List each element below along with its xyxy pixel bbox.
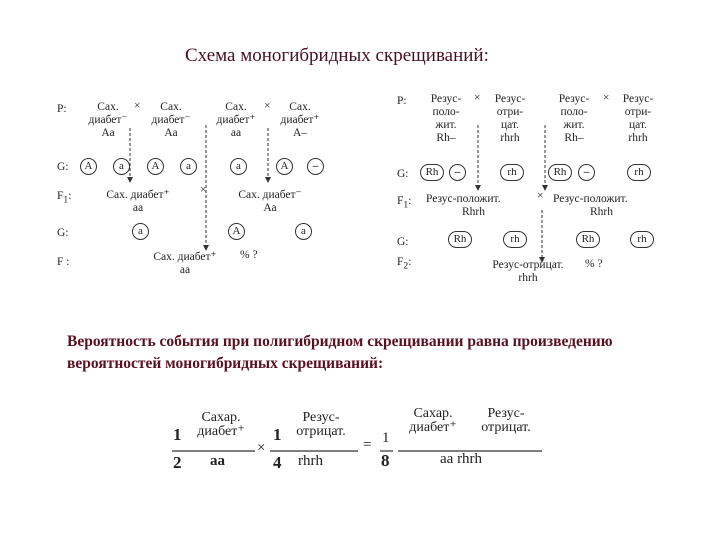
left-f1-offspring-1 [93, 189, 183, 215]
left-parent-4 [274, 101, 326, 140]
right-gamete-6: rh [627, 164, 651, 181]
formula-result-phenotype-1 [398, 407, 468, 435]
right-parent-1-line1: Резус- [430, 93, 462, 105]
right-f2-letter: F [397, 256, 404, 268]
left-f-offspring [140, 251, 230, 277]
right-parent-4 [612, 93, 664, 145]
left-gamete-3: А [147, 158, 164, 175]
left-gamete-1: А [80, 158, 97, 175]
left-gamete-f1-3: а [295, 223, 312, 240]
formula-term1-numerator: 1 [173, 425, 182, 444]
left-parent-3 [210, 101, 262, 140]
right-parent-2-line3: цат. [501, 119, 519, 131]
right-parent-1-genotype: Rh– [436, 132, 456, 144]
left-f1-sub: 1 [63, 194, 69, 206]
formula-result-line4: отрицат. [481, 420, 531, 435]
right-cross-1: × [474, 92, 481, 104]
formula-term1-line1: Сахар. [201, 410, 241, 425]
right-f1-letter: F [397, 195, 404, 207]
right-parent-1 [420, 93, 472, 145]
formula-term1-genotype: аа [210, 453, 225, 469]
formula-term2-genotype: rhrh [298, 453, 323, 469]
left-parent-3-line1: Сах. [225, 101, 247, 113]
right-parent-4-line1: Резус- [622, 93, 654, 105]
left-cross-3: × [200, 184, 207, 196]
formula-term2-line2: отрицат. [296, 424, 346, 439]
right-f1-offspring-2-phenotype: Резус-положит. [553, 193, 628, 205]
left-gamete-5: а [230, 158, 247, 175]
right-f1-offspring-1-phenotype: Резус-положит. [426, 193, 501, 205]
right-gamete-5: – [578, 164, 595, 181]
right-parent-3-line2: поло- [560, 106, 588, 118]
right-parent-1-line3: жит. [435, 119, 457, 131]
formula-term2-phenotype [285, 411, 357, 439]
left-parent-3-genotype: аа [230, 127, 242, 139]
right-parent-2 [484, 93, 536, 145]
right-f1-sub: 1 [403, 199, 409, 211]
right-parent-3-line3: жит. [563, 119, 585, 131]
left-gamete-f1-2: А [228, 223, 245, 240]
right-cross-2: × [603, 92, 610, 104]
left-g-label: G: [57, 161, 69, 173]
formula-result-line1: Сахар. [413, 406, 453, 421]
formula-times: × [257, 440, 266, 456]
left-gamete-f1-1: а [132, 223, 149, 240]
formula-equals: = [363, 437, 372, 453]
left-f1-offspring-2-phenotype: Сах. диабет⁻ [238, 189, 302, 201]
left-f1-letter: F [57, 190, 64, 202]
right-f2-colon: : [408, 256, 412, 268]
left-gamete-7: – [307, 158, 324, 175]
left-f1-offspring-1-phenotype: Сах. диабет⁺ [106, 189, 170, 201]
left-gamete-4: а [180, 158, 197, 175]
left-f-offspring-phenotype: Сах. диабет⁺ [153, 251, 217, 263]
right-g2-label: G: [397, 236, 409, 248]
right-p-label: P: [397, 95, 407, 107]
left-parent-3-line2: диабет⁺ [216, 114, 256, 126]
right-gamete-f1-1: Rh [448, 231, 472, 248]
left-g2-label: G: [57, 227, 69, 239]
right-gamete-f1-3: Rh [576, 231, 600, 248]
right-f2-label [397, 256, 411, 272]
right-parent-3 [548, 93, 600, 145]
right-gamete-3: rh [500, 164, 524, 181]
right-parent-4-line3: цат. [629, 119, 647, 131]
right-parent-2-line1: Резус- [494, 93, 526, 105]
left-f1-offspring-1-genotype: аа [132, 202, 144, 214]
right-f2-sub: 2 [403, 260, 409, 272]
right-gamete-f1-2: rh [503, 231, 527, 248]
formula-term1-phenotype [186, 411, 256, 439]
left-cross-2: × [264, 100, 271, 112]
right-parent-3-genotype: Rh– [564, 132, 584, 144]
right-gamete-2: – [449, 164, 466, 181]
formula-result-phenotype-2 [470, 407, 542, 435]
right-parent-2-genotype: rhrh [500, 132, 520, 144]
formula-result-line2: диабет⁺ [409, 420, 457, 435]
right-gamete-1: Rh [420, 164, 444, 181]
formula-result-line3: Резус- [487, 406, 525, 421]
right-parent-2-line2: отри- [496, 106, 524, 118]
right-gamete-4: Rh [548, 164, 572, 181]
left-parent-2-genotype: Аа [164, 127, 178, 139]
probability-statement: Вероятность события при полигибридном скрещивании равна произведению вероятностей моногибридных скрещиваний: [67, 333, 613, 372]
left-f-offspring-genotype: аа [179, 264, 191, 276]
left-f1-offspring-2-genotype: Аа [263, 202, 277, 214]
left-cross-1: × [134, 100, 141, 112]
right-f2-percent: % ? [585, 258, 603, 270]
page-title: Схема моногибридных скрещиваний: [185, 45, 489, 66]
left-gamete-6: А [276, 158, 293, 175]
left-parent-1-line2: диабет⁻ [88, 114, 128, 126]
right-f2-offspring [478, 259, 578, 285]
formula-result-genotype: аа rhrh [440, 451, 483, 467]
left-parent-2-line1: Сах. [160, 101, 182, 113]
left-f1-offspring-2 [225, 189, 315, 215]
left-parent-2 [145, 101, 197, 140]
right-f2-offspring-phenotype: Резус-отрицат. [492, 259, 564, 271]
right-f1-offspring-1-genotype: Rhrh [462, 206, 485, 218]
left-parent-4-line1: Сах. [289, 101, 311, 113]
right-parent-4-genotype: rhrh [628, 132, 648, 144]
formula-term1-line2: диабет⁺ [197, 424, 245, 439]
right-g-label: G: [397, 168, 409, 180]
formula-result-denominator: 8 [381, 451, 390, 470]
left-p-label: P: [57, 103, 67, 115]
formula-term2-numerator: 1 [273, 425, 282, 444]
left-f-label: F : [57, 256, 70, 268]
right-gamete-f1-4: rh [630, 231, 654, 248]
left-parent-2-line2: диабет⁻ [151, 114, 191, 126]
right-f1-offspring-2-genotype: Rhrh [590, 206, 613, 218]
left-parent-1-genotype: Аа [101, 127, 115, 139]
left-f1-label [57, 190, 71, 206]
right-parent-1-line2: поло- [432, 106, 460, 118]
formula-term2-line1: Резус- [302, 410, 340, 425]
left-parent-4-line2: диабет⁺ [280, 114, 320, 126]
formula-result-numerator: 1 [382, 430, 390, 446]
formula-term2-denominator: 4 [273, 453, 282, 472]
left-gamete-2: а [113, 158, 130, 175]
right-f1-colon: : [408, 195, 412, 207]
right-cross-3: × [537, 190, 544, 202]
left-f-percent: % ? [240, 249, 258, 261]
formula-term1-denominator: 2 [173, 453, 182, 472]
left-f1-colon: : [68, 190, 72, 202]
right-f2-offspring-genotype: rhrh [518, 272, 538, 284]
left-parent-1-line1: Сах. [97, 101, 119, 113]
left-parent-4-genotype: А– [292, 127, 308, 139]
right-f1-label [397, 195, 411, 211]
left-parent-1 [82, 101, 134, 140]
right-parent-3-line1: Резус- [558, 93, 590, 105]
right-parent-4-line2: отри- [624, 106, 652, 118]
